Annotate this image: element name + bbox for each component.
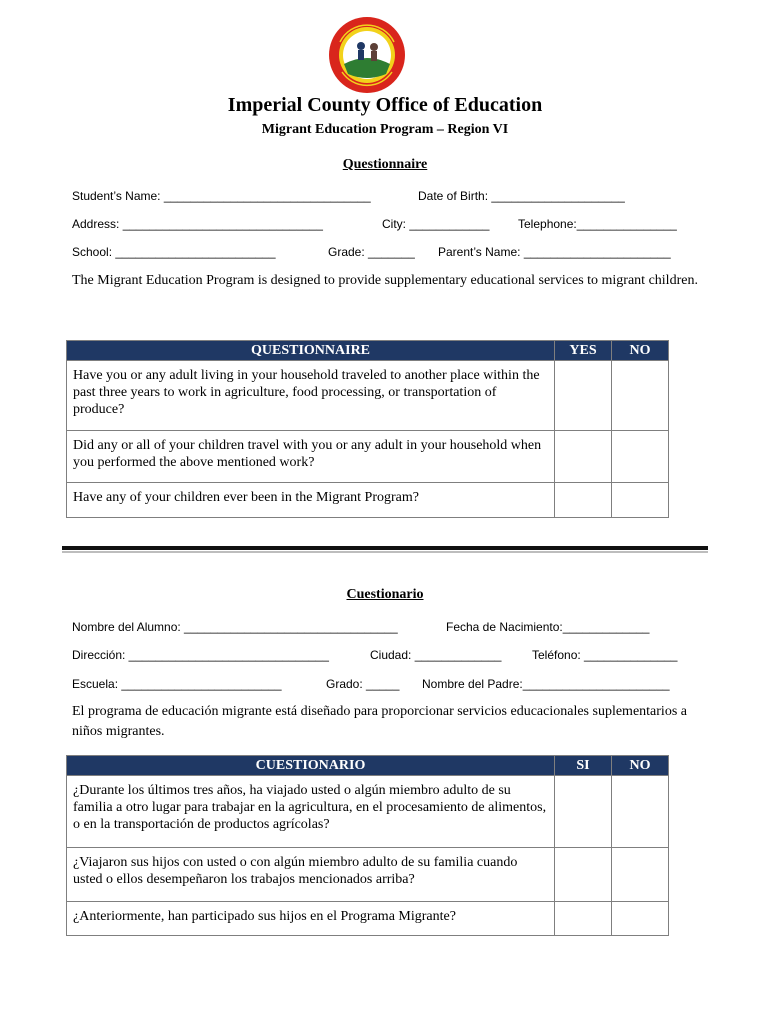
table-header-row — [67, 341, 669, 361]
question-text: ¿Durante los últimos tres años, ha viajado usted o algún miembro adulto de su familia a otro lugar para trabajar en la agricultura, en el procesamiento de alimentos, o en la transportación de productos agrícolas? — [67, 776, 555, 848]
question-text: Did any or all of your children travel with you or any adult in your household when you performed the above mentioned work? — [67, 431, 555, 483]
escuela-field[interactable]: Escuela: ________________________ — [72, 677, 282, 691]
page-subtitle: Migrant Education Program – Region VI — [261, 122, 509, 137]
table-header-yes: YES — [555, 341, 612, 361]
school-field[interactable]: School: ________________________ — [72, 245, 276, 259]
table-row — [67, 776, 669, 848]
address-field[interactable]: Address: ______________________________ — [72, 217, 323, 231]
table-header-no: NO — [612, 756, 669, 776]
telephone-field[interactable]: Telephone:_______________ — [518, 217, 677, 231]
table-row — [67, 848, 669, 902]
table-row — [67, 483, 669, 518]
nombre-padre-field[interactable]: Nombre del Padre:______________________ — [422, 677, 670, 691]
question-text: Have any of your children ever been in the Migrant Program? — [67, 483, 555, 518]
questionnaire-heading: Questionnaire — [342, 157, 428, 172]
questionnaire-table — [66, 340, 669, 518]
section-divider-shadow — [62, 551, 708, 553]
student-name-field[interactable]: Student’s Name: _______________________________ — [72, 189, 371, 203]
county-seal-logo — [328, 16, 406, 94]
table-header-questionnaire: QUESTIONNAIRE — [67, 341, 555, 361]
cuestionario-table — [66, 755, 669, 936]
si-checkbox[interactable] — [555, 848, 612, 902]
page-title: Imperial County Office of Education — [227, 94, 543, 116]
grade-field[interactable]: Grade: _______ — [328, 245, 415, 259]
campo-fila-3 — [72, 677, 702, 693]
question-text: ¿Anteriormente, han participado sus hijos en el Programa Migrante? — [67, 902, 555, 936]
direccion-field[interactable]: Dirección: ______________________________ — [72, 648, 329, 662]
campo-fila-2 — [72, 648, 702, 664]
no-checkbox[interactable] — [612, 483, 669, 518]
field-row-2 — [72, 217, 702, 233]
no-checkbox[interactable] — [612, 431, 669, 483]
question-text: Have you or any adult living in your household traveled to another place within the past three years to work in agriculture, food processing, or transportation of produce? — [67, 361, 555, 431]
programa-intro: El programa de educación migrante está diseñado para proporcionar servicios educacionales suplementarios a niños migrantes. — [72, 704, 687, 739]
no-checkbox[interactable] — [612, 848, 669, 902]
table-row — [67, 361, 669, 431]
si-checkbox[interactable] — [555, 902, 612, 936]
no-checkbox[interactable] — [612, 902, 669, 936]
table-row — [67, 431, 669, 483]
grado-field[interactable]: Grado: _____ — [326, 677, 400, 691]
fecha-nacimiento-field[interactable]: Fecha de Nacimiento:_____________ — [446, 620, 650, 634]
table-header-cuestionario: CUESTIONARIO — [67, 756, 555, 776]
telefono-field[interactable]: Teléfono: ______________ — [532, 648, 678, 662]
cuestionario-heading: Cuestionario — [346, 587, 424, 602]
campo-fila-1 — [72, 620, 702, 636]
table-header-si: SI — [555, 756, 612, 776]
yes-checkbox[interactable] — [555, 483, 612, 518]
ciudad-field[interactable]: Ciudad: _____________ — [370, 648, 502, 662]
program-intro: The Migrant Education Program is designed to provide supplementary educational services to migrant children. — [72, 273, 698, 288]
table-header-row — [67, 756, 669, 776]
field-row-1 — [72, 189, 702, 205]
city-field[interactable]: City: ____________ — [382, 217, 490, 231]
si-checkbox[interactable] — [555, 776, 612, 848]
date-of-birth-field[interactable]: Date of Birth: ____________________ — [418, 189, 625, 203]
parent-name-field[interactable]: Parent’s Name: ______________________ — [438, 245, 671, 259]
section-divider — [62, 546, 708, 550]
table-row — [67, 902, 669, 936]
nombre-alumno-field[interactable]: Nombre del Alumno: ________________________________ — [72, 620, 398, 634]
no-checkbox[interactable] — [612, 776, 669, 848]
field-row-3 — [72, 245, 702, 261]
table-header-no: NO — [612, 341, 669, 361]
yes-checkbox[interactable] — [555, 431, 612, 483]
question-text: ¿Viajaron sus hijos con usted o con algún miembro adulto de su familia cuando usted o ellos desempeñaron los trabajos mencionados arriba? — [67, 848, 555, 902]
no-checkbox[interactable] — [612, 361, 669, 431]
yes-checkbox[interactable] — [555, 361, 612, 431]
